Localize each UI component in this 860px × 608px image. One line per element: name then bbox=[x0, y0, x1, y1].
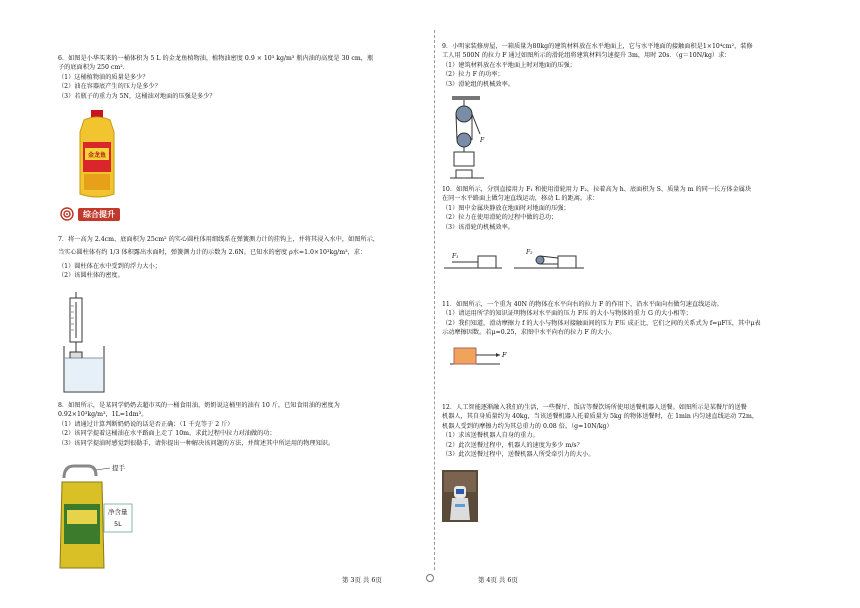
binding-hole bbox=[426, 574, 434, 582]
q9-line: （3）滑轮组的机械效率。 bbox=[442, 80, 514, 88]
pulley-system-image bbox=[450, 96, 490, 180]
target-icon bbox=[60, 207, 74, 221]
question-7 bbox=[58, 235, 424, 281]
question-8 bbox=[58, 401, 424, 448]
right-page bbox=[442, 0, 810, 608]
q6-line: （1）这桶植物油的质量是多少？ bbox=[58, 73, 149, 81]
q12-line: （2）此次送餐过程中，机器人的速度为多少 m/s？ bbox=[442, 441, 583, 449]
q8-line: （1）请通过计算判断奶奶说的话是否正确；（1 千克等于 2 斤） bbox=[58, 420, 234, 428]
q6-line: （3）若瓶子的重力为 5N，这桶油对地面的压强是多少？ bbox=[58, 92, 216, 100]
force-f1-label: F₁ bbox=[452, 253, 459, 260]
q7-line: 当实心圆柱体有约 1/3 体积露出水面时，弹簧测力计的示数为 2.6N。已知水的密度 ρ水=1.0×10³kg/m³，求： bbox=[58, 249, 367, 257]
bottle-brand: 金龙鱼 bbox=[87, 152, 107, 159]
force-f-label: F bbox=[480, 137, 485, 144]
q8-line: （3）该同学提油时感觉到很勒手，请你提出一种解决该问题的方法，并简述其中所运用的物理知识。 bbox=[58, 439, 335, 447]
q7-line: （1）圆柱体在水中受到的浮力大小； bbox=[58, 262, 161, 270]
q11-line: 11．如图所示，一个重为 40N 的物体在水平向右的拉力 F 的作用下，沿水平面向右做匀速直线运动。 bbox=[442, 301, 723, 308]
q10-line: 10．如图所示，分别直接用力 F₁ 和使用滑轮用力 F₂，拉着高为 h、底面积为 S、质量为 m 的同一长方体金属块 bbox=[442, 186, 752, 193]
net-volume-label: 净含量 bbox=[108, 508, 128, 516]
q12-line: （3）此次送餐过程中，送餐机器人所受牵引力的大小。 bbox=[442, 451, 595, 459]
q11-line: （1）请运用所学的知识证明物体对水平面的压力 F压 的大小与物体的重力 G 的大小相等； bbox=[442, 310, 692, 318]
q12-line: （1）求该送餐机器人自身的重力。 bbox=[442, 432, 539, 440]
q11-line: （2）我们知道，滑动摩擦力 f 的大小与物体对接触面间的压力 F压 成正比，它们之间的关系式为 f=μF压，其中μ表 bbox=[442, 319, 761, 327]
q10-line: （2）拉力在使用滑轮的过程中做的总功； bbox=[442, 214, 558, 222]
block-figure-image bbox=[450, 344, 514, 366]
column-divider bbox=[434, 30, 435, 570]
section-banner bbox=[60, 207, 120, 221]
q9-line: 工人用 500N 的拉力 F 通过如图所示的滑轮组将建筑材料匀速提升 3m，用时 20s．（g＝10N/kg）求： bbox=[442, 52, 731, 60]
q10-line: （3）该滑轮的机械效率。 bbox=[442, 223, 514, 231]
q12-line: 12．人工智能逐渐融入我们的生活，一些餐厅、饭店等餐饮场所使用送餐机器人送餐。如图所示是某餐厅的送餐 bbox=[442, 404, 747, 411]
page-footer-right: 第 4页 共 6页 bbox=[478, 576, 518, 584]
q12-line: 机器人受到的摩擦力约为其总重力的 0.08 倍。（g=10N/kg） bbox=[442, 422, 613, 430]
question-12 bbox=[442, 403, 810, 459]
left-page bbox=[58, 0, 424, 608]
q9-line: （2）拉力 F 的功率； bbox=[442, 71, 504, 79]
q6-line: （2）油在容器底产生的压力是多少？ bbox=[58, 83, 161, 91]
q6-line: 6．如图是小华买来的一桶体积为 5 L 的金龙鱼植物油，植物油密度 0.9 × 10³ kg/m³ 瓶内油的高度是 30 cm，瓶 bbox=[58, 55, 374, 62]
q7-line: 7．将一高为 2.4cm、底面积为 25cm² 的实心圆柱体用细线系在弹簧测力计的挂钩上，并将其浸入水中，如图所示， bbox=[58, 236, 379, 243]
handle-label: 提手 bbox=[112, 464, 125, 472]
q9-line: （1）建筑材料放在水平地面上时对地面的压强； bbox=[442, 61, 576, 69]
q8-line: 0.92×10³kg/m³，1L=1dm³。 bbox=[58, 411, 148, 419]
question-9 bbox=[442, 42, 810, 89]
q10-line: （1）图中金属块静放在地面时对地面的压强； bbox=[442, 204, 570, 212]
q6-line: 子的底面积为 250 cm²． bbox=[58, 64, 129, 72]
q8-line: 8．如图所示，是某同学奶奶去超市买的一桶食用油，奶奶说这桶里的油有 10 斤，已知食用油的密度为 bbox=[58, 402, 340, 409]
q11-line: 示动摩擦因数。若μ=0.25，求图中水平向右的拉力 F 的大小。 bbox=[442, 329, 616, 337]
drag-figures-image bbox=[442, 246, 592, 272]
q10-line: 在同一水平路面上做匀速直线运动，移动 L 的距离。求： bbox=[442, 195, 599, 203]
oil-jug-image bbox=[58, 460, 138, 572]
q8-line: （2）该同学提着这桶油在水平路面上走了 10m，求此过程中拉力对油做的功； bbox=[58, 430, 276, 438]
force-f-label-2: F bbox=[502, 351, 507, 359]
force-f2-label: F₂ bbox=[526, 249, 533, 256]
question-10 bbox=[442, 185, 810, 232]
q12-line: 机器人，其自身质量约为 40kg，当该送餐机器人托着质量为 5kg 的物体送餐时，在 1min 内匀速直线运动 72m， bbox=[442, 413, 759, 421]
q9-line: 9．小明家装修房屋，一箱质量为80kg的建筑材料放在水平地面上，它与水平地面的接触面积是1×10⁴cm²，装修 bbox=[442, 43, 753, 50]
spring-scale-image bbox=[62, 292, 108, 394]
q7-line: （2）该圆柱体的密度。 bbox=[58, 272, 124, 280]
banner-title: 综合提升 bbox=[78, 208, 120, 221]
oil-bottle-image bbox=[74, 108, 120, 200]
page-footer-left: 第 3页 共 6页 bbox=[342, 576, 382, 584]
net-volume-value: 5L bbox=[114, 520, 122, 528]
question-11 bbox=[442, 300, 810, 338]
question-6 bbox=[58, 54, 424, 101]
robot-photo-image bbox=[442, 470, 478, 522]
